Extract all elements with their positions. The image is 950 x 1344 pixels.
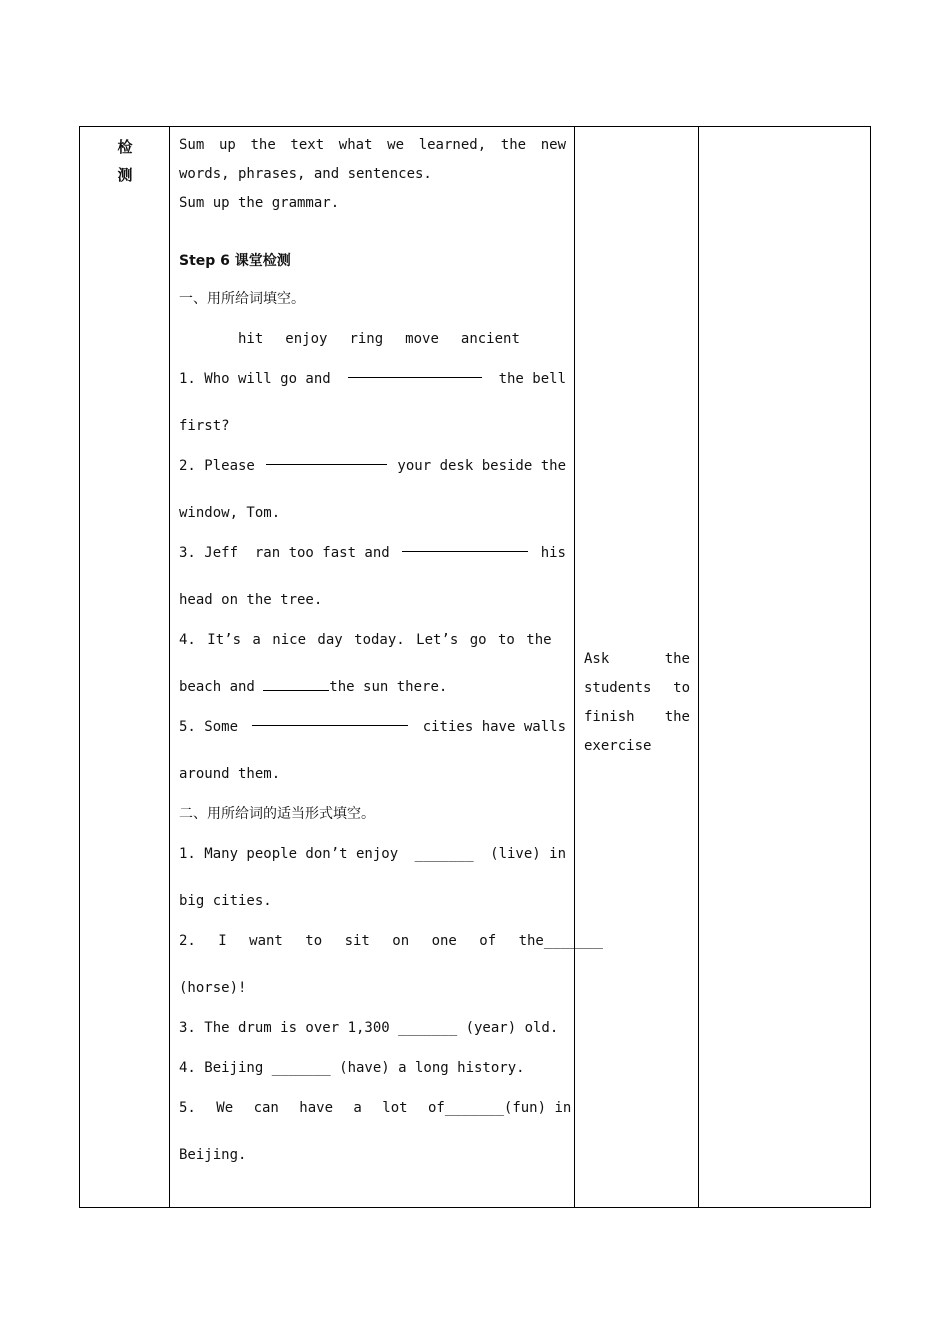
column-divider [169,127,170,1207]
p2-q4: 4. Beijing _______ (have) a long history. [179,1060,525,1076]
teacher-line: finish the [584,709,690,725]
teacher-line: students to [584,680,690,696]
p1-q3-cont: head on the tree. [179,592,323,608]
p2-q2-cont: (horse)! [179,980,247,996]
answer-blank [348,364,482,378]
column-divider [574,127,575,1207]
p1-q2: 2. Please your desk beside the [179,451,566,481]
summary-line-2: words, phrases, and sentences. [179,166,432,182]
row-label-char: 测 [117,166,133,184]
word-bank-item: ring [349,331,384,347]
p2-q1: 1. Many people don’t enjoy _______ (live) in [179,846,566,862]
answer-blank [263,677,329,691]
p1-q1: 1. Who will go and the bell [179,364,566,394]
step-title: Step 6 课堂检测 [179,253,291,269]
word-bank [179,324,566,354]
lesson-content [179,131,603,1170]
p1-q2-cont: window, Tom. [179,505,281,521]
answer-blank [266,451,387,465]
p1-q5: 5. Some cities have walls [179,712,566,742]
column-divider [698,127,699,1207]
p2-q2: 2. I want to sit on one of the _______ [179,933,603,949]
p2-q5: 5. We can have a lot of _______ (fun) in [179,1100,572,1116]
p2-q3: 3. The drum is over 1,300 _______ (year) old. [179,1020,559,1036]
p1-q4-cont: beach and the sun there. [179,679,448,695]
lesson-table [79,126,871,1208]
word-bank-item: enjoy [285,331,328,347]
row-label-char: 检 [117,138,133,156]
summary-line-3: Sum up the grammar. [179,195,340,211]
teacher-line: exercise [584,738,652,754]
answer-blank [252,712,408,726]
p1-q3: 3. Jeff ran too fast and his [179,538,566,568]
word-bank-item: hit [238,331,264,347]
word-bank-item: move [405,331,439,347]
word-bank-item: ancient [460,331,520,347]
teacher-activity [584,645,690,761]
p2-q5-cont: Beijing. [179,1147,247,1163]
p1-q1-cont: first? [179,418,230,434]
p1-q4: 4. It’s a nice day today. Let’s go to the [179,632,552,648]
p1-q5-cont: around them. [179,766,281,782]
part2-heading: 二、用所给词的适当形式填空。 [179,806,375,822]
summary-line-1: Sum up the text what we learned, the new [179,137,567,153]
p2-q1-cont: big cities. [179,893,272,909]
teacher-line: Ask the [584,651,690,667]
answer-blank [402,538,528,552]
part1-heading: 一、用所给词填空。 [179,291,305,307]
row-label [80,133,170,189]
